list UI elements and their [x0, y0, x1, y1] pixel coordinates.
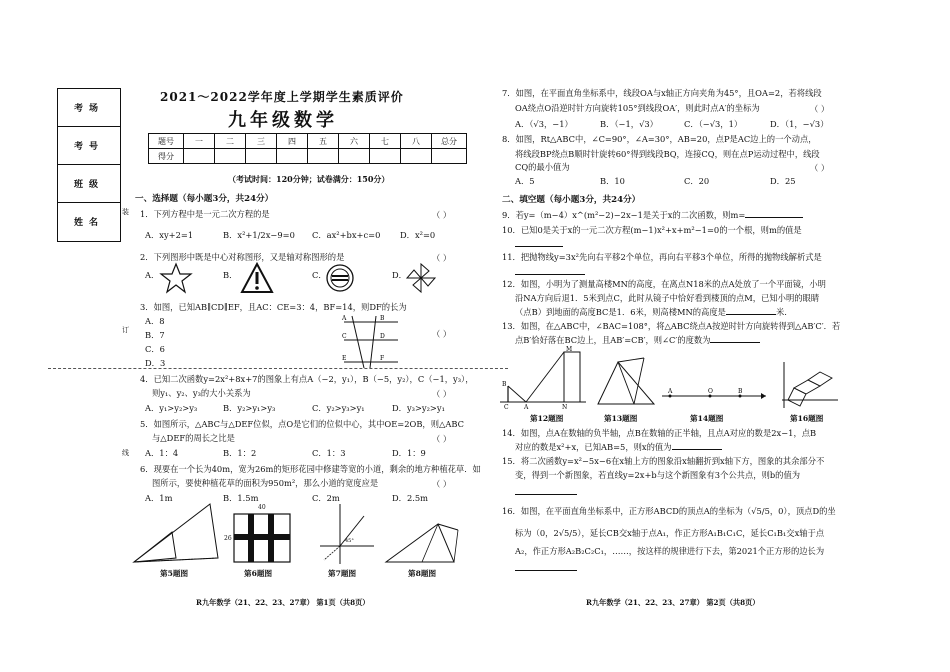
q10-answer-blank[interactable] [515, 246, 563, 247]
q15-line2 [515, 470, 800, 481]
star-figure-icon [160, 263, 192, 293]
q4-option-b[interactable]: B．y₂>y₁>y₃ [223, 403, 276, 413]
q14-line2 [515, 442, 722, 453]
q1-option-c[interactable]: C．ax²+bx+c=0 [312, 230, 381, 240]
score-cell: 题号 [149, 134, 184, 149]
q16-line1: 16．如图，在平面直角坐标系中，正方形ABCD的顶点A的坐标为（√5/5，0），顶点D的坐 [502, 506, 836, 516]
student-info-box [57, 88, 121, 242]
fig12-caption: 第12题图 [530, 414, 564, 423]
score-input[interactable] [184, 149, 215, 164]
score-input[interactable] [246, 149, 277, 164]
q13-line1: 13．如图，在△ABC中，∠BAC=108°，将△ABC绕点A按逆时针方向旋转得到△AB′C′．若 [502, 321, 841, 331]
q2-answer-paren[interactable]: （ ） [432, 253, 452, 263]
q8-option-c[interactable]: C．20 [684, 176, 710, 186]
q5-stem-line1: 5．如图所示，△ABC与△DEF位似，点O是它们的位似中心，其中OE=2OB，则△ABC [140, 419, 464, 429]
fig8-rotation-triangle [382, 520, 462, 566]
q9-stem [502, 210, 803, 221]
class-field[interactable] [58, 165, 120, 203]
q3-option-d[interactable]: D．3 [145, 358, 166, 368]
q12-unit: 米. [775, 307, 787, 317]
binding-line [48, 368, 508, 369]
q2-option-c[interactable]: C． [312, 270, 327, 280]
score-input[interactable] [432, 149, 467, 164]
q7-stem-line2: OA绕点O沿逆时针方向旋转105°到线段OA′，则此时点A′的坐标为 [515, 103, 760, 113]
exam-title: 2021～2022学年度上学期学生素质评价 [160, 90, 404, 104]
q5-option-b[interactable]: B．1：2 [223, 448, 257, 458]
q6-stem-line2: 图所示，要使种植花草的面积为950m²，那么小道的宽度应是 [152, 478, 379, 488]
q6-stem-line1: 6．现要在一个长为40m，宽为26m的矩形花园中修建等宽的小道，剩余的地方种植花草．如 [140, 464, 481, 474]
q1-option-a[interactable]: A．xy+2=1 [145, 230, 194, 240]
score-cell: 二 [215, 134, 246, 149]
fig12-label-a: A [524, 404, 529, 411]
exam-room-field[interactable] [58, 89, 120, 127]
score-table-score-row [149, 149, 467, 164]
q1-option-b[interactable]: B．x²+1/2x−9=0 [223, 230, 295, 240]
q12-line1: 12．如图，小明为了测量高楼MN的高度，在离点N18米的点A处放了一个平面镜，小明 [502, 279, 826, 289]
score-cell: 六 [339, 134, 370, 149]
score-input[interactable] [277, 149, 308, 164]
q11-stem: 11．把抛物线y=3x²先向右平移2个单位，再向右平移3个单位，所得的抛物线解析式是 [502, 252, 822, 262]
class-label: 班级 [73, 180, 104, 190]
q7-option-a[interactable]: A．（√3，−1） [515, 119, 573, 129]
exam-room-label: 考场 [73, 104, 104, 114]
fig14-label-o: O [708, 388, 713, 395]
q9-text: 9．若y=（m−4）x^(m²−2)−2x−1是关于x的二次函数，则m= [502, 210, 746, 220]
score-cell: 三 [246, 134, 277, 149]
q4-answer-paren[interactable]: （ ） [432, 389, 452, 399]
score-cell: 得分 [149, 149, 184, 164]
q3-stem: 3．如图，已知AB∥CD∥EF，且AC：CE=3：4，BF=14，则DF的长为 [140, 302, 407, 312]
q12-line3-text: （点B）到地面的高度BC是1．6米，则高楼MN的高度是 [515, 307, 726, 317]
q8-option-d[interactable]: D．25 [770, 176, 796, 186]
q6-option-c[interactable]: C．2m [312, 493, 340, 503]
q4-option-d[interactable]: D．y₃>y₂>y₁ [392, 403, 445, 413]
fig12-mirror-building [500, 346, 592, 410]
fig3-label-b: B [380, 315, 385, 322]
score-table-header-row [149, 134, 467, 149]
fig3-label-c: C [342, 333, 347, 340]
exam-number-field[interactable] [58, 127, 120, 165]
fig13-caption: 第13题图 [604, 414, 638, 423]
score-cell: 七 [370, 134, 401, 149]
q5-answer-paren[interactable]: （ ） [432, 434, 452, 444]
score-cell: 四 [277, 134, 308, 149]
fig14-label-a: A [668, 388, 673, 395]
score-cell: 八 [401, 134, 432, 149]
fig16-caption: 第16题图 [790, 414, 824, 423]
q8-stem-line2: 将线段BP绕点B顺时针旋转60°得到线段BQ，连接CQ，则在点P运动过程中，线段 [515, 149, 820, 159]
fig3-label-e: E [342, 355, 347, 362]
fig6-caption: 第6题图 [244, 569, 273, 578]
q11-answer-blank[interactable] [515, 274, 585, 275]
binding-mark-zhuang: 装 [122, 208, 129, 216]
score-input[interactable] [339, 149, 370, 164]
q8-option-a[interactable]: A．5 [515, 176, 535, 186]
fig13-rotated-triangle [596, 356, 658, 408]
q2-option-b[interactable]: B． [223, 270, 238, 280]
fig12-label-m: M [566, 346, 573, 353]
fig8-caption: 第8题图 [408, 569, 437, 578]
fig6-length-label: 40 [258, 504, 266, 511]
q8-stem-line1: 8．如图，Rt△ABC中，∠C=90°，∠A=30°，AB=20，点P是AC边上的一个动点， [502, 134, 817, 144]
q1-option-d[interactable]: D．x²=0 [400, 230, 436, 240]
fig6-garden-rectangle [232, 510, 294, 566]
q6-option-b[interactable]: B．1.5m [223, 493, 259, 503]
q14-answer-blank[interactable] [672, 449, 722, 450]
q1-stem: 1．下列方程中是一元二次方程的是 [140, 209, 270, 219]
q5-option-a[interactable]: A．1：4 [145, 448, 179, 458]
fig3-label-f: F [380, 355, 385, 362]
fig5-caption: 第5题图 [160, 569, 189, 578]
fig12-label-n: N [562, 404, 568, 411]
q12-line2: 沿NA方向后退1．5米到点C，此时从镜子中恰好看到楼顶的点M，已知小明的眼睛 [515, 293, 820, 303]
q13-line2 [515, 335, 760, 346]
score-input[interactable] [370, 149, 401, 164]
q4-option-a[interactable]: A．y₁>y₂>y₃ [145, 403, 198, 413]
q3-option-b[interactable]: B．7 [145, 330, 165, 340]
q14-line1: 14．如图，点A在数轴的负半轴，点B在数轴的正半轴，且点A对应的数是2x−1，点B [502, 428, 817, 438]
q15-answer-blank[interactable] [515, 494, 577, 495]
fig3-label-a: A [342, 315, 347, 322]
q6-option-d[interactable]: D．2.5m [392, 493, 429, 503]
name-label: 姓名 [73, 218, 104, 228]
q2-option-a[interactable]: A． [145, 270, 160, 280]
score-input[interactable] [401, 149, 432, 164]
fig7-caption: 第7题图 [328, 569, 357, 578]
fig3-label-d: D [380, 333, 385, 340]
q8-option-b[interactable]: B．10 [600, 176, 625, 186]
q15-line2-text: 变，得到一个新图象，若直线y=2x+b与这个新图象有3个公共点，则b的值为 [515, 470, 801, 480]
subject-title: 九年级数学 [228, 110, 338, 131]
score-cell: 五 [308, 134, 339, 149]
page1-footer: R九年数学（21、22、23、27章） 第1页（共8页） [196, 598, 370, 607]
q3-option-a[interactable]: A．8 [145, 316, 165, 326]
q5-option-c[interactable]: C．1：3 [312, 448, 346, 458]
score-input[interactable] [215, 149, 246, 164]
q1-answer-paren[interactable]: （ ） [432, 210, 452, 220]
q6-option-a[interactable]: A．1m [145, 493, 173, 503]
q16-line3: A₂，作正方形A₂B₂C₂C₁，……，按这样的规律进行下去，第2021个正方形的边长为 [515, 546, 825, 556]
q7-option-b[interactable]: B．（−1，√3） [600, 119, 658, 129]
q16-line2: 标为（0，2√5/5），延长CB交x轴于点A₁，作正方形A₁B₁C₁C，延长C₁B₁交x轴于点 [515, 528, 825, 538]
q7-answer-paren[interactable]: （ ） [810, 104, 830, 114]
q8-stem-line3: CQ的最小值为 [515, 162, 570, 172]
q13-answer-blank[interactable] [710, 342, 760, 343]
score-input[interactable] [308, 149, 339, 164]
page2-footer: R九年数学（21、22、23、27章） 第2页（共8页） [586, 598, 760, 607]
fig14-caption: 第14题图 [690, 414, 724, 423]
q7-option-d[interactable]: D．（1，−√3） [770, 119, 829, 129]
warning-triangle-figure-icon [240, 262, 274, 294]
score-cell: 一 [184, 134, 215, 149]
fig5-similar-triangles [130, 500, 225, 566]
circle-bars-figure-icon [325, 263, 355, 293]
q2-option-d[interactable]: D． [392, 270, 407, 280]
exam-number-label: 考号 [73, 142, 104, 152]
fig14-number-line [660, 384, 770, 406]
q9-answer-blank[interactable] [745, 217, 803, 218]
q6-answer-paren[interactable]: （ ） [432, 479, 452, 489]
q7-stem-line1: 7．如图，在平面直角坐标系中，线段OA与x轴正方向夹角为45°，且OA=2，若将线段 [502, 88, 822, 98]
fig14-label-b: B [738, 388, 743, 395]
q5-stem-line2: 与△DEF的周长之比是 [152, 433, 235, 443]
section1-heading: 一、选择题（每小题3分，共24分） [135, 194, 274, 204]
q8-answer-paren[interactable]: （ ） [810, 163, 830, 173]
q14-line2-text: 对应的数是x²+x，已知AB=5，则x的值为 [515, 442, 672, 452]
fig12-label-b: B [502, 381, 507, 388]
fig12-label-c: C [504, 404, 509, 411]
q3-answer-paren[interactable]: （ ） [432, 329, 452, 339]
binding-mark-ding: 订 [122, 326, 129, 334]
q12-answer-blank[interactable] [726, 314, 776, 315]
q16-answer-blank[interactable] [515, 570, 577, 571]
q2-stem: 2．下列图形中既是中心对称图形，又是轴对称图形的是 [140, 252, 345, 262]
name-field[interactable] [58, 203, 120, 240]
q12-line3 [515, 307, 787, 318]
q10-stem: 10．已知0是关于x的一元二次方程(m−1)x²+x+m²−1=0的一个根，则m的值是 [502, 225, 802, 235]
fig7-angle-label: 45° [345, 538, 354, 544]
exam-info: （考试时间：120分钟；试卷满分：150分） [228, 174, 390, 184]
q4-stem-line1: 4．已知二次函数y=2x²+8x+7的图象上有点A（−2，y₁），B（−5，y₂），C（−1，y₃）， [140, 374, 474, 384]
fig6-width-label: 26 [224, 535, 232, 542]
q3-option-c[interactable]: C．6 [145, 344, 165, 354]
q4-stem-line2: 则y₁、y₂、y₃的大小关系为 [152, 388, 251, 398]
pinwheel-figure-icon [405, 262, 437, 294]
q13-line2-text: 点B′恰好落在BC边上，且AB′=CB′，则∠C′的度数为 [515, 335, 711, 345]
fig16-squares-sequence [780, 360, 840, 410]
q7-option-c[interactable]: C．（−√3，1） [684, 119, 743, 129]
q3-parallel-lines-figure [340, 314, 400, 370]
q5-option-d[interactable]: D．1：9 [392, 448, 426, 458]
fig7-coordinate-axes [316, 502, 376, 566]
binding-mark-xian: 线 [122, 449, 129, 457]
q4-option-c[interactable]: C．y₂>y₃>y₁ [312, 403, 365, 413]
q15-line1: 15．将二次函数y=x²−5x−6在x轴上方的图象沿x轴翻折到x轴下方，图象的其余部分不 [502, 456, 825, 466]
section2-heading: 二、填空题（每小题3分，共24分） [502, 195, 641, 205]
score-cell: 总分 [432, 134, 467, 149]
score-table [148, 133, 467, 164]
